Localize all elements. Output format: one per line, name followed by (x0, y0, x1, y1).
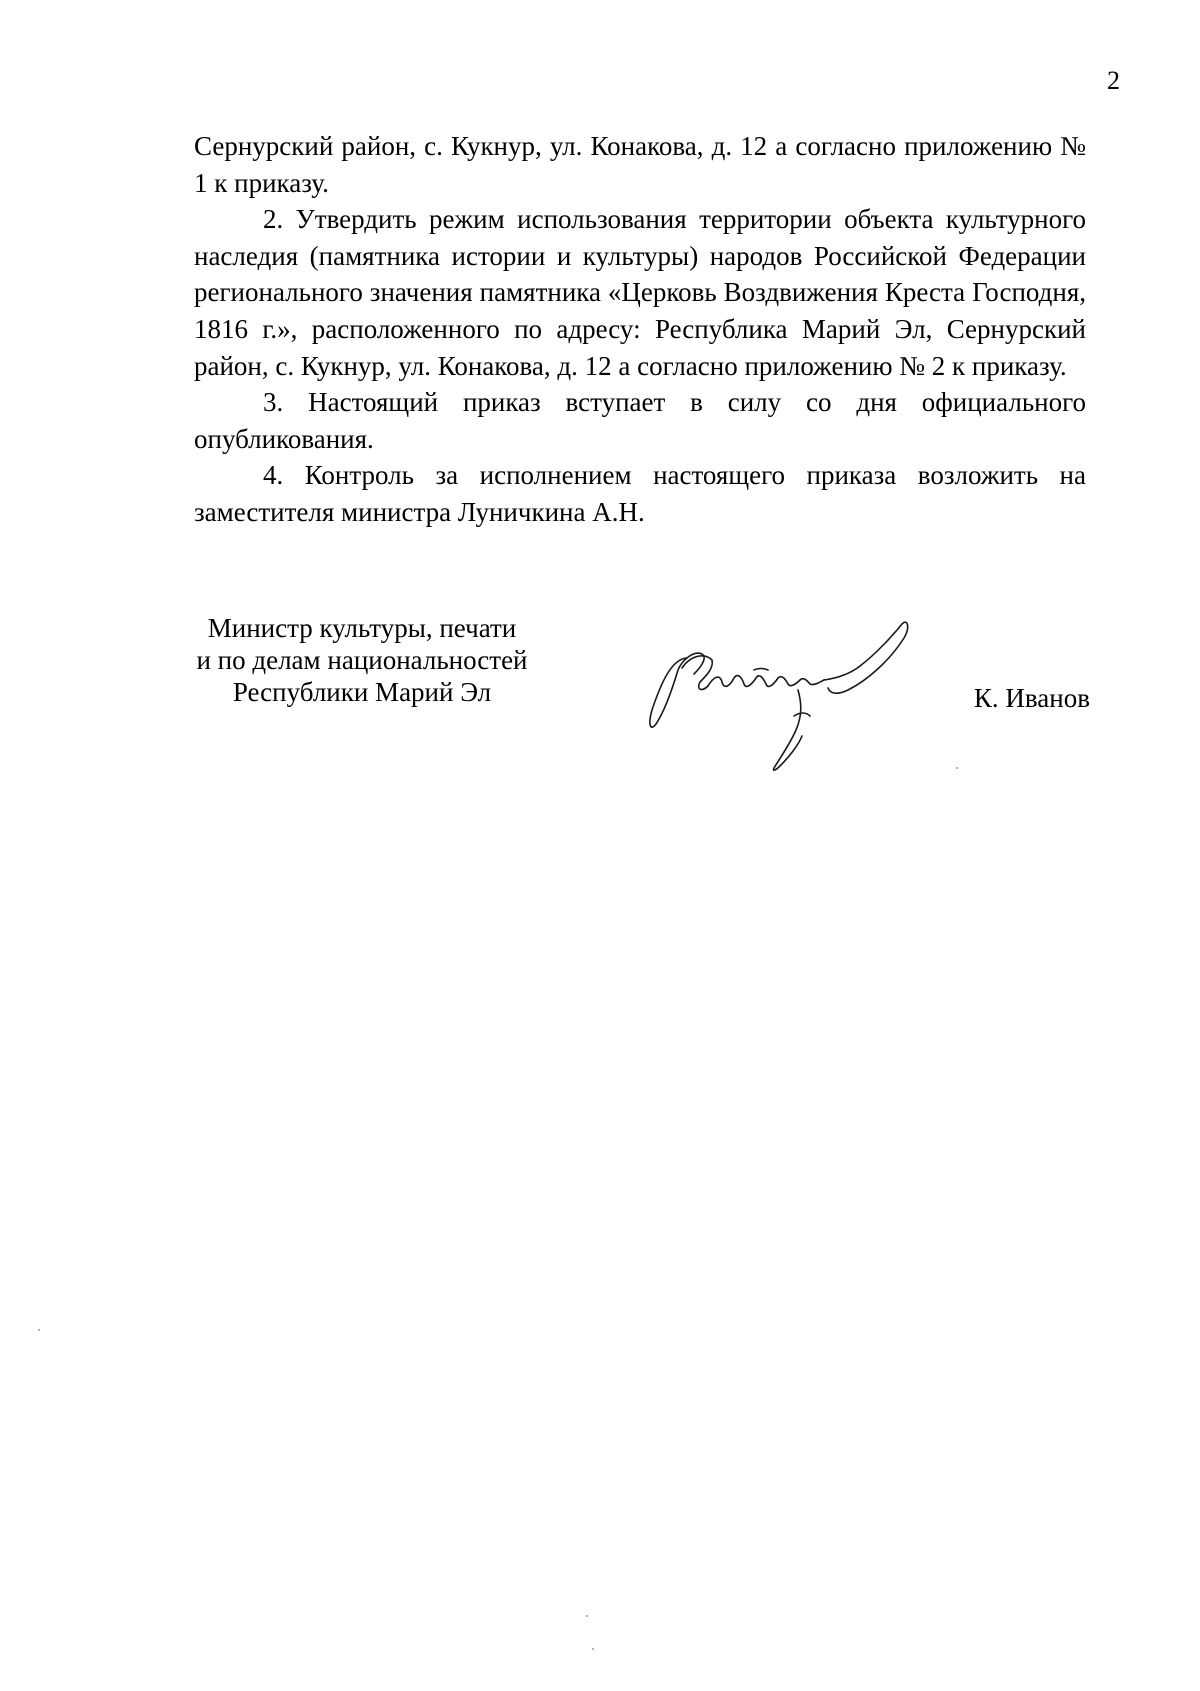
paragraph-item-3: 3. Настоящий приказ вступает в силу со дня официального опубликования. (194, 387, 1086, 454)
signatory-position (172, 612, 552, 708)
document-body (194, 128, 1086, 531)
signatory-position-line-3: Республики Марий Эл (232, 677, 492, 707)
paragraph-item-4: 4. Контроль за исполнением настоящего приказа возложить на заместителя министра Луничкина А.Н. (194, 460, 1086, 527)
page-number: 2 (1107, 66, 1120, 95)
scan-speck (38, 1329, 40, 1331)
scan-speck (592, 1648, 594, 1650)
signatory-position-line-1: Министр культуры, печати (207, 613, 517, 643)
signatory-position-line-2: и по делам национальностей (196, 645, 528, 675)
scan-speck (956, 767, 958, 769)
paragraph-item-2: 2. Утвердить режим использования территории объекта культурного наследия (памятника истории и культуры) народов Российской Федерации регионального значения памятника «Церковь Воздвижения Креста Господня, 1816 г.», расположенного по адресу: Республика Марий Эл, Сернурский район, с. Кукнур, ул. Конакова, д. 12 а согласно приложению № 2 к приказу. (194, 204, 1086, 381)
paragraph-continuation: Сернурский район, с. Кукнур, ул. Конакова, д. 12 а согласно приложению № 1 к приказу. (194, 131, 1086, 198)
handwritten-signature (642, 620, 932, 780)
signer-name: К. Иванов (973, 683, 1090, 713)
scan-speck (586, 1615, 588, 1617)
